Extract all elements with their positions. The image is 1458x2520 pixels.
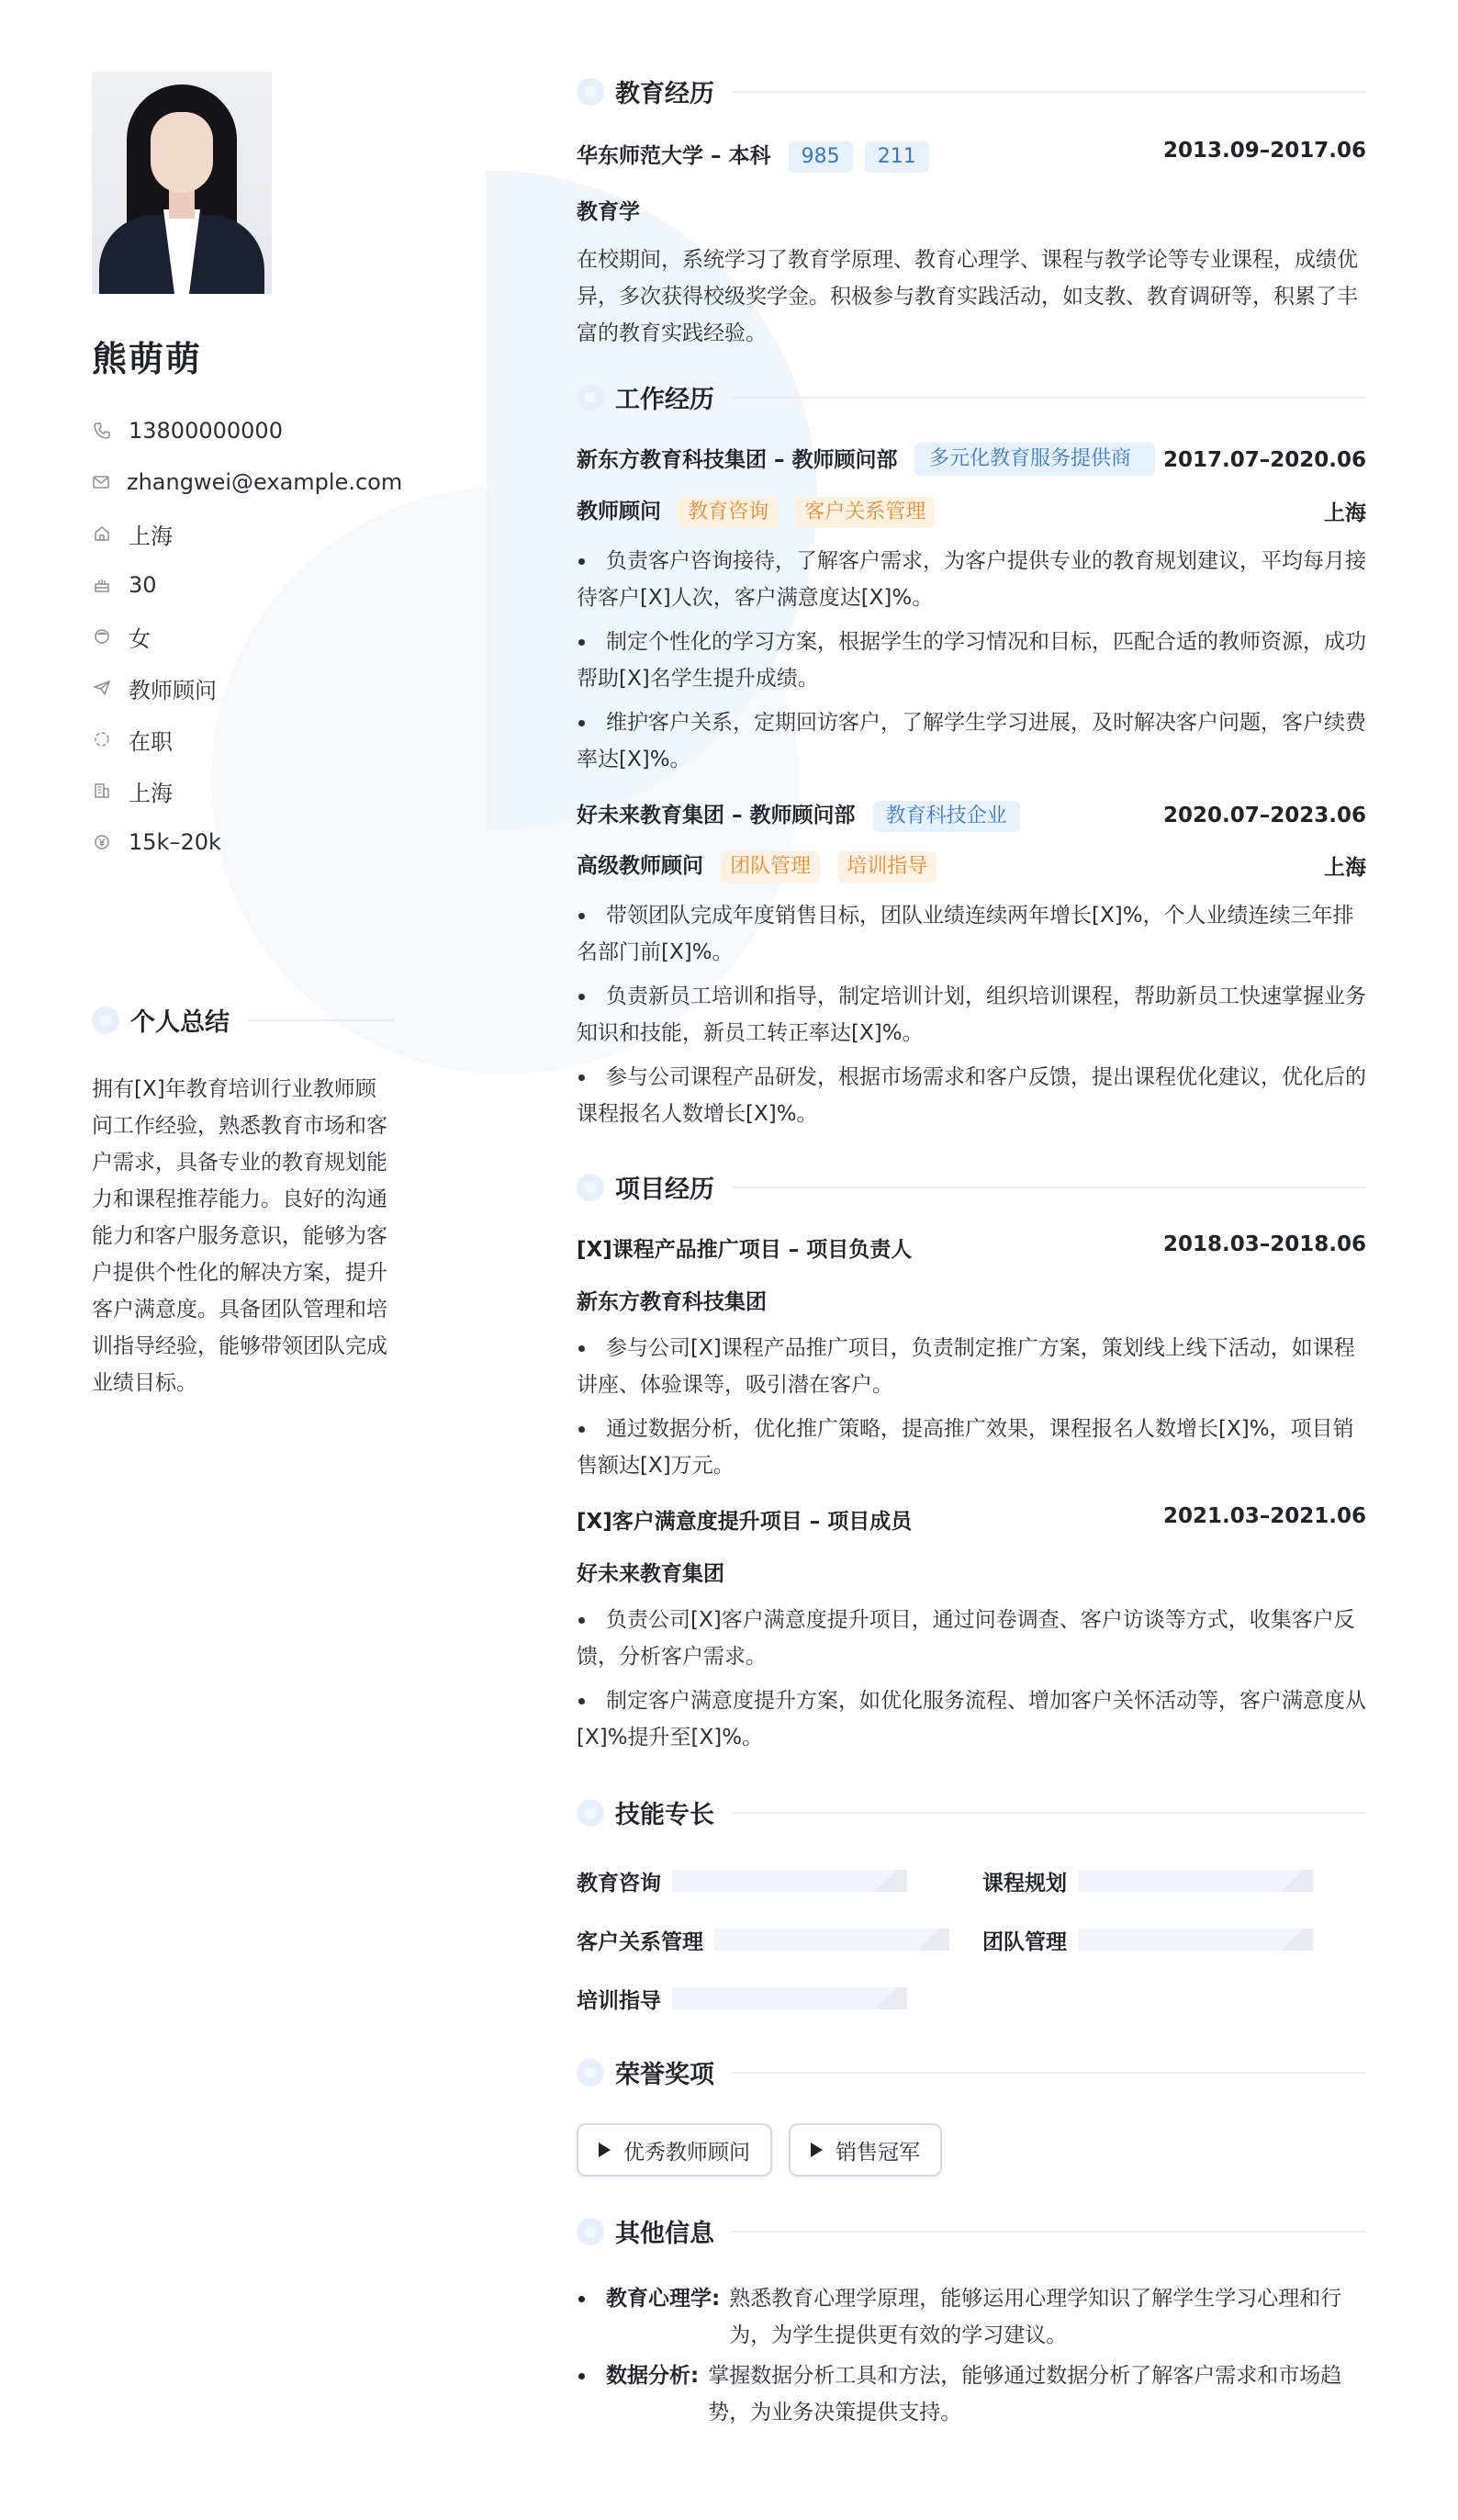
list-item: 参与公司课程产品研发，根据市场需求和客户反馈，提出课程优化建议，优化后的课程报名人数增长[X]%。: [577, 1059, 1366, 1132]
other-value: 掌握数据分析工具和方法，能够通过数据分析了解客户需求和市场趋势，为业务决策提供支持。: [708, 2364, 1342, 2424]
role-tag: 客户关系管理: [795, 497, 935, 528]
other-key: 教育心理学:: [606, 2287, 721, 2311]
mail-icon: [92, 472, 110, 492]
skill-item: [577, 1979, 982, 2018]
list-item: 制定个性化的学习方案，根据学生的学习情况和目标，匹配合适的教师资源，成功帮助[X]名学生提升成绩。: [577, 624, 1366, 697]
work-title: 工作经历: [615, 386, 714, 414]
job-org-tag: 教育科技企业: [873, 801, 1020, 832]
list-item: 带领团队完成年度销售目标，团队业绩连续两年增长[X]%，个人业绩连续三年排名部门前[X]%。: [577, 897, 1366, 971]
education-major: 教育学: [577, 200, 640, 224]
play-icon: [599, 2143, 611, 2157]
job-org: 新东方教育科技集团 – 教师顾问部: [577, 448, 898, 472]
job-date: 2017.07–2020.06: [1162, 448, 1366, 472]
project-header: [577, 1504, 1366, 1535]
other-title: 其他信息: [615, 2220, 714, 2248]
job-org-tag: 多元化教育服务提供商: [914, 443, 1155, 476]
home-icon: [92, 523, 112, 544]
cake-icon: [92, 575, 112, 595]
divider: [248, 1019, 395, 1021]
info-salary: 15k–20k: [92, 816, 395, 868]
candidate-name: 熊萌萌: [92, 339, 203, 379]
project-item: [577, 1504, 1366, 1756]
skills-grid: [577, 1862, 1366, 2018]
info-city: 上海: [92, 765, 395, 816]
education-desc: 在校期间，系统学习了教育学原理、教育心理学、课程与教学论等专业课程，成绩优异，多次获得校级奖学金。积极参与教育实践活动，如支教、教育调研等，积累了丰富的教育实践经验。: [577, 248, 1358, 345]
job-role-row: [577, 494, 1366, 528]
list-item: 制定客户满意度提升方案，如优化服务流程、增加客户关怀活动等，客户满意度从[X]%提升至[X]%。: [577, 1682, 1366, 1756]
project-item: [577, 1232, 1366, 1484]
project-date: 2018.03–2018.06: [1162, 1232, 1366, 1256]
salary-icon: [92, 832, 112, 852]
other-header: [577, 2213, 1366, 2249]
skill-item: [577, 1862, 982, 1900]
job-city: 上海: [1324, 501, 1366, 525]
awards-title: 荣誉奖项: [615, 2061, 714, 2089]
list-item: 负责客户咨询接待，了解客户需求，为客户提供专业的教育规划建议，平均每月接待客户[X]人次，客户满意度达[X]%。: [577, 543, 1366, 616]
job-duties: [577, 897, 1366, 1132]
project-date: 2021.03–2021.06: [1162, 1504, 1366, 1528]
project-name: [X]课程产品推广项目 – 项目负责人: [577, 1238, 913, 1262]
school-tag: 211: [865, 141, 929, 173]
project-org: 新东方教育科技集团: [577, 1290, 767, 1314]
job-item: [577, 443, 1366, 778]
info-status: 在职: [92, 714, 395, 765]
job-header: [577, 798, 1366, 832]
education-row: [577, 139, 1366, 173]
info-position: 教师顾问: [92, 662, 395, 714]
role-tag: 教育咨询: [679, 497, 778, 528]
info-phone: 13800000000: [92, 405, 395, 456]
section-dot-icon: [577, 2059, 604, 2087]
divider: [733, 2231, 1366, 2233]
avatar: [92, 72, 272, 294]
awards-header: [577, 2054, 1366, 2090]
list-item: 维护客户关系，定期回访客户，了解学生学习进展，及时解决客户问题，客户续费率达[X]%。: [577, 704, 1366, 778]
info-location: 上海: [92, 508, 395, 559]
award-label: 销售冠军: [836, 2140, 920, 2165]
education-date: 2013.09–2017.06: [1162, 139, 1366, 163]
section-dot-icon: [577, 384, 604, 411]
project-org: 好未来教育集团: [577, 1562, 724, 1586]
other-key: 数据分析:: [606, 2364, 700, 2388]
section-dot-icon: [577, 1799, 604, 1827]
summary-text: 拥有[X]年教育培训行业教师顾问工作经验，熟悉教育市场和客户需求，具备专业的教育规划能力和课程推荐能力。良好的沟通能力和客户服务意识，能够为客户提供个性化的解决方案，提升客户满意度。具备团队管理和培训指导经验，能够带领团队完成业绩目标。: [92, 1077, 387, 1395]
project-duties: [577, 1602, 1366, 1756]
divider: [733, 397, 1366, 399]
projects-header: [577, 1169, 1366, 1205]
phone-icon: [92, 421, 112, 441]
divider: [733, 1812, 1366, 1814]
awards-list: [577, 2123, 1366, 2177]
info-email: zhangwei@example.com: [92, 456, 395, 508]
skill-name: 教育咨询: [577, 1871, 661, 1896]
info-gender: 女: [92, 611, 395, 662]
skill-name: 课程规划: [982, 1871, 1067, 1896]
project-header: [577, 1232, 1366, 1263]
section-dot-icon: [92, 1007, 119, 1034]
list-item: [577, 2280, 1366, 2354]
job-header: [577, 443, 1366, 478]
work-header: [577, 379, 1366, 415]
skill-level-bar: [714, 1929, 949, 1951]
education-header: [577, 73, 1366, 109]
status-icon: [92, 729, 112, 749]
section-dot-icon: [577, 1174, 604, 1201]
job-date: 2020.07–2023.06: [1162, 803, 1366, 827]
other-value: 熟悉教育心理学原理，能够运用心理学知识了解学生学习心理和行为，为学生提供更有效的学习建议。: [729, 2287, 1342, 2347]
list-item: 负责新员工培训和指导，制定培训计划，组织培训课程，帮助新员工快速掌握业务知识和技能，新员工转正率达[X]%。: [577, 978, 1366, 1052]
section-dot-icon: [577, 2218, 604, 2245]
summary-title: 个人总结: [130, 1008, 230, 1037]
skill-item: [982, 1920, 1366, 1959]
award-badge: [577, 2123, 772, 2177]
play-icon: [811, 2143, 823, 2157]
info-age: 30: [92, 559, 395, 611]
skill-level-bar: [1078, 1870, 1313, 1892]
skill-item: [577, 1920, 982, 1959]
award-badge: [789, 2123, 942, 2177]
send-icon: [92, 678, 112, 698]
skill-name: 客户关系管理: [577, 1929, 703, 1954]
other-info-list: [577, 2280, 1366, 2431]
gender-icon: [92, 626, 112, 647]
job-org: 好未来教育集团 – 教师顾问部: [577, 804, 856, 827]
skill-name: 团队管理: [982, 1929, 1067, 1954]
school-tag: 985: [789, 141, 853, 173]
summary-header: [92, 1002, 395, 1038]
divider: [733, 1187, 1366, 1188]
role-tag: 团队管理: [721, 851, 820, 883]
building-icon: [92, 781, 112, 801]
projects-title: 项目经历: [615, 1176, 714, 1204]
project-name: [X]客户满意度提升项目 – 项目成员: [577, 1510, 913, 1534]
job-role-row: [577, 849, 1366, 883]
main-content: [577, 73, 1366, 2435]
skill-level-bar: [672, 1870, 907, 1892]
job-city: 上海: [1324, 856, 1366, 880]
skill-name: 培训指导: [577, 1988, 661, 2013]
list-item: 负责公司[X]客户满意度提升项目，通过问卷调查、客户访谈等方式，收集客户反馈，分析客户需求。: [577, 1602, 1366, 1675]
job-duties: [577, 543, 1366, 778]
role-tag: 培训指导: [837, 851, 936, 883]
list-item: 参与公司[X]课程产品推广项目，负责制定推广方案，策划线上线下活动，如课程讲座、体验课等，吸引潜在客户。: [577, 1330, 1366, 1403]
list-item: 通过数据分析，优化推广策略，提高推广效果，课程报名人数增长[X]%，项目销售额达[X]万元。: [577, 1411, 1366, 1484]
skills-header: [577, 1794, 1366, 1830]
divider: [733, 2072, 1366, 2074]
job-role: 高级教师顾问: [577, 854, 703, 878]
skill-level-bar: [672, 1987, 907, 2009]
skill-level-bar: [1078, 1929, 1313, 1951]
job-item: [577, 798, 1366, 1132]
sidebar: [92, 72, 403, 1401]
skill-item: [982, 1862, 1366, 1900]
section-dot-icon: [577, 78, 604, 106]
divider: [733, 91, 1366, 93]
award-label: 优秀教师顾问: [623, 2140, 750, 2165]
list-item: [577, 2357, 1366, 2431]
job-role: 教师顾问: [577, 500, 661, 523]
skills-title: 技能专长: [615, 1801, 714, 1829]
project-duties: [577, 1330, 1366, 1484]
education-title: 教育经历: [615, 80, 714, 108]
school-name: 华东师范大学 – 本科: [577, 144, 771, 168]
contact-info-list: [92, 405, 403, 868]
